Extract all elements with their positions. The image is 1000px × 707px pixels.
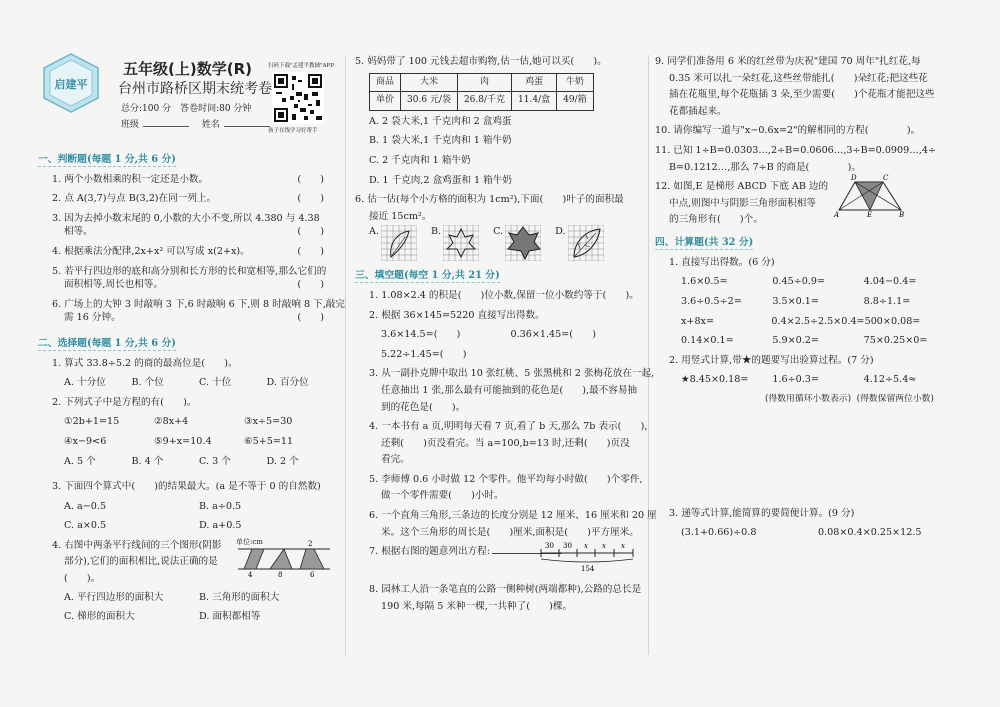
fill-question-cont: 插在花瓶里,每个花瓶插 3 朵,至少需要( )个花瓶才能把这些 [669, 89, 935, 101]
fill-question: 7. 根据右图的题意列出方程: [355, 545, 640, 559]
choice-question-figure-block [38, 539, 334, 585]
judge-item: 2. 点 A(3,7)与点 B(3,2)在同一列上。 ( ) [52, 193, 324, 205]
exam-subtitle: 台州市路桥区期末统考卷 [118, 81, 272, 97]
name-blank[interactable] [224, 126, 270, 127]
fill-question-cont: 的三角形有( )个。 [669, 214, 763, 226]
option-c[interactable]: C. 2 千克肉和 1 箱牛奶 [369, 154, 471, 166]
answer-paren[interactable]: ( ) [297, 312, 324, 324]
fill-question-cont: 还剩( )页没看完。当 a=100,b=13 时,还剩( )页没 [381, 437, 630, 449]
calc-item[interactable]: 1.6÷0.3= [772, 374, 819, 386]
choice-options [38, 519, 334, 533]
leaf-option-c[interactable]: C. [493, 225, 541, 261]
option-d[interactable]: D. a+0.5 [199, 520, 242, 532]
choice-options [38, 500, 334, 514]
calc-row [655, 315, 955, 329]
calc-item[interactable]: (3.1+0.66)÷0.8 [681, 527, 757, 539]
svg-text:30: 30 [545, 542, 554, 551]
svg-text:6: 6 [310, 570, 315, 579]
qr-caption-top: 扫码下载"孟建平教辅"APP [268, 63, 334, 69]
fill-question-cont: 到的花色是( )。 [381, 401, 466, 413]
leaf-option-a[interactable]: A. [369, 225, 417, 261]
judge-item-cont: 相等。 ( ) [64, 226, 324, 238]
leaf-option-b[interactable]: B. [431, 225, 479, 261]
fill-question-cont: 任意抽出 1 张,那么最有可能抽到的花色是( ),最不容易抽 [381, 384, 638, 396]
name-label: 姓名 [201, 120, 220, 130]
fill-item[interactable]: 3.6×14.5=( ) [381, 329, 461, 341]
column-middle [355, 55, 657, 613]
option-a[interactable]: A. 平行四边形的面积大 [64, 591, 164, 603]
fill-question-cont: 做一个零件需要( )小时。 [381, 490, 504, 502]
fill-question: 4. 一本书有 a 页,明明每天看 7 页,看了 b 天,那么 7b 表示( ), [369, 421, 648, 433]
logo-text: 启建平 [54, 78, 88, 91]
fill-question: 5. 李师傅 0.6 小时做 12 个零件。他平均每小时做( )个零件, [369, 473, 643, 485]
column-divider [648, 55, 649, 655]
fill-question: 10. 请你编写一道与"x−0.6x=2"的解相同的方程( )。 [655, 125, 921, 137]
calc-item[interactable]: 3.5×0.1= [772, 295, 819, 307]
fill-question-figure-block [355, 542, 640, 577]
calc-item[interactable]: 75×0.25×0= [863, 335, 928, 347]
svg-text:154: 154 [581, 565, 595, 574]
fill-question-cont: 米。这个三角形的周长是( )厘米,面积是( )平方厘米。 [381, 526, 639, 538]
svg-text:B: B [899, 211, 905, 219]
price-table [369, 73, 594, 111]
judge-item: 1. 两个小数相乘的积一定还是小数。 ( ) [52, 173, 324, 185]
calc-item[interactable]: 0.08×0.4×0.25×12.5 [818, 527, 922, 539]
column-divider [345, 55, 346, 655]
svg-text:30: 30 [563, 542, 572, 551]
segment-diagram [537, 539, 637, 573]
choice-options [38, 610, 334, 624]
fill-question-cont: 中点,则图中与阴影三角形面积相等 [669, 197, 816, 209]
calc-item[interactable]: 500×0.08= [864, 315, 921, 327]
choice-question: 3. 下面四个算式中( )的结果最大。(a 是不等于 0 的自然数) [52, 481, 321, 493]
option-a[interactable]: A. a−0.5 [64, 500, 107, 512]
fill-question-figure-block [655, 174, 955, 230]
svg-text:2: 2 [308, 539, 313, 548]
fill-items [355, 328, 640, 342]
exam-title: 五年级(上)数学(R) [123, 60, 252, 78]
answer-paren[interactable]: ( ) [297, 245, 324, 257]
option-a[interactable]: A. 5 个 [64, 455, 96, 467]
qr-code-icon [272, 72, 324, 124]
class-blank[interactable] [143, 126, 189, 127]
calc-row [655, 373, 955, 387]
judge-item: 6. 广场上的大钟 3 时敲响 3 下,6 时敲响 6 下,则 8 时敲响 8 下,敲完 [52, 298, 345, 310]
svg-text:E: E [867, 211, 873, 219]
leaf-grid-a-icon [381, 225, 417, 261]
option-c[interactable]: C. 梯形的面积大 [64, 611, 135, 623]
section-title-fill: 三、填空题(每空 1 分,共 21 分) [355, 270, 500, 282]
fill-question-cont: 花都插起来。 [669, 105, 727, 117]
calc-row [655, 295, 955, 309]
calc-row [655, 526, 955, 540]
choice-question-cont: ( )。 [64, 573, 101, 585]
calc-row [655, 334, 955, 348]
calc-question: 2. 用竖式计算,带★的题要写出验算过程。(7 分) [669, 354, 874, 366]
equation-list: ①2b+1=15 ②8x+4 ③x÷5=30 [64, 416, 293, 428]
fill-question: 2. 根据 36×145=5220 直接写出得数。 [369, 309, 545, 321]
calc-item[interactable]: 4.04−0.4= [863, 276, 917, 288]
leaf-grid-d-icon [568, 225, 604, 261]
calc-row [655, 275, 955, 289]
option-a[interactable]: A. 十分位 [64, 377, 106, 389]
section-title-choice: 二、选择题(每题 1 分,共 6 分) [38, 337, 176, 349]
calc-item[interactable]: 1.6×0.5= [681, 276, 728, 288]
calc-question: 3. 递等式计算,能简算的要简便计算。(9 分) [669, 507, 855, 519]
option-a[interactable]: A. 2 袋大米,1 千克肉和 2 盒鸡蛋 [369, 115, 512, 127]
judge-item-cont: 面积相等,周长也相等。 ( ) [64, 279, 324, 291]
leaf-grid-c-icon [505, 225, 541, 261]
option-c[interactable]: C. a×0.5 [64, 520, 107, 532]
option-b[interactable]: B. 三角形的面积大 [199, 591, 280, 603]
section-title-calc: 四、计算题(共 32 分) [655, 237, 754, 249]
choice-options [38, 376, 334, 390]
svg-text:8: 8 [278, 570, 283, 579]
judge-item-cont: 需 16 分钟。 ( ) [64, 312, 324, 324]
calc-item[interactable]: x+8x= [681, 315, 715, 327]
fill-question: 11. 已知 1÷B=0.0303…,2÷B=0.0606…,3÷B=0.0909…,4÷ [655, 144, 937, 156]
fill-question: 8. 园林工人沿一条笔直的公路一侧种树(两端都种),公路的总长是 [369, 584, 642, 596]
leaf-option-d[interactable]: D. [555, 225, 603, 261]
fill-question-cont: 看完。 [381, 454, 410, 466]
publisher-logo [40, 52, 102, 114]
calc-item[interactable]: 4.12÷5.4≈ [863, 374, 917, 386]
choice-options [38, 455, 334, 469]
svg-text:C: C [883, 174, 889, 183]
calc-item[interactable]: 0.4×2.5÷2.5×0.4= [771, 315, 865, 327]
option-b[interactable]: B. a÷0.5 [199, 500, 242, 512]
judge-item: 3. 因为去掉小数末尾的 0,小数的大小不变,所以 4.380 与 4.38 [52, 212, 320, 224]
section-title-judge: 一、判断题(每题 1 分,共 6 分) [38, 154, 176, 165]
answer-paren[interactable]: ( ) [297, 226, 324, 238]
qr-caption-bottom: 孩子在线学习好帮手 [268, 128, 318, 134]
choice-question: 6. 估一估(每个小方格的面积为 1cm²),下面( )叶子的面积最 [355, 194, 624, 206]
option-b[interactable]: B. 1 袋大米,1 千克肉和 1 箱牛奶 [369, 135, 512, 147]
choice-question: 4. 右图中两条平行线间的三个图形(阴影 [52, 539, 222, 551]
student-fields [121, 117, 280, 130]
calc-item[interactable]: 0.14×0.1= [681, 335, 734, 347]
option-d[interactable]: D. 百分位 [266, 377, 309, 389]
calc-item[interactable]: 0.45÷0.9= [772, 276, 826, 288]
answer-paren[interactable]: ( ) [297, 193, 324, 205]
svg-text:D: D [851, 174, 857, 183]
choice-question-cont: 部分),它们的面积相比,说法正确的是 [64, 556, 218, 568]
leaf-grid-b-icon [443, 225, 479, 261]
fill-question-cont: 0.35 米可以扎一朵红花,这些丝带能扎( )朵红花;把这些花 [669, 72, 928, 84]
choice-question-cont: 接近 15cm²。 [369, 210, 432, 222]
choice-question: 5. 妈妈带了 100 元钱去超市购物,估一估,她可以买( )。 [355, 56, 607, 67]
option-b[interactable]: B. 4 个 [131, 455, 164, 467]
option-d[interactable]: D. 2 个 [266, 455, 299, 467]
fill-question-cont: 190 米,每隔 5 米种一棵,一共种了( )棵。 [381, 600, 573, 612]
column-right [655, 55, 955, 540]
choice-options [38, 591, 334, 605]
option-d[interactable]: D. 1 千克肉,2 盒鸡蛋和 1 箱牛奶 [369, 174, 512, 186]
svg-text:x: x [584, 542, 588, 551]
fill-question: 9. 同学们准备用 6 米的红丝带为庆祝"建国 70 周年"扎红花,每 [655, 56, 921, 67]
table-row: 单价 30.6 元/袋 26.8/千克 11.4/盒 49/箱 [370, 92, 594, 111]
fill-question-cont: B=0.1212…,那么 7÷B 的商是( )。 [669, 161, 862, 173]
fill-question: 6. 一个直角三角形,三条边的长度分别是 12 厘米、16 厘米和 20 厘 [369, 510, 657, 522]
work-space[interactable] [655, 407, 955, 507]
svg-text:单位:cm: 单位:cm [236, 537, 263, 546]
svg-text:A: A [834, 211, 840, 219]
equation-list: ④x−9<6 ⑤9+x=10.4 ⑥5+5=11 [64, 435, 294, 447]
option-d[interactable]: D. 面积都相等 [199, 611, 261, 623]
choice-question: 2. 下列式子中是方程的有( )。 [52, 396, 197, 408]
column-left [38, 153, 345, 624]
leaf-options [355, 225, 640, 261]
fill-question: 12. 如图,E 是梯形 ABCD 下底 AB 边的 [655, 181, 829, 193]
calc-question: 1. 直接写出得数。(6 分) [669, 256, 775, 268]
parallel-shapes-figure [234, 535, 332, 579]
table-header-row: 商品 大米 肉 鸡蛋 牛奶 [370, 73, 594, 92]
fill-question: 1. 1.08×2.4 的积是( )位小数,保留一位小数约等于( )。 [369, 289, 639, 301]
fill-item[interactable]: 5.22÷1.45=( ) [381, 348, 467, 360]
judge-item: 5. 若平行四边形的底和高分别和长方形的长和宽相等,那么它们的 [52, 265, 327, 277]
calc-item[interactable]: 8.8÷1.1= [863, 295, 911, 307]
trapezoid-figure [833, 174, 907, 218]
calc-item[interactable]: 5.9×0.2= [772, 335, 819, 347]
calc-item[interactable]: ★8.45×0.18= [681, 374, 749, 386]
svg-text:x: x [602, 542, 606, 551]
judge-item: 4. 根据乘法分配律,2x+x² 可以写成 x(2+x)。 ( ) [52, 245, 324, 257]
option-c[interactable]: C. 3 个 [199, 455, 231, 467]
answer-paren[interactable]: ( ) [297, 279, 324, 291]
option-b[interactable]: B. 个位 [131, 377, 164, 389]
fill-question: 3. 从一副扑克牌中取出 10 张红桃、5 张黑桃和 2 张梅花放在一起, [369, 368, 655, 380]
svg-text:x: x [621, 542, 625, 551]
answer-paren[interactable]: ( ) [297, 173, 324, 185]
svg-text:4: 4 [248, 570, 253, 579]
class-label: 班级 [121, 120, 140, 130]
calc-item[interactable]: 3.6÷0.5÷2= [681, 295, 742, 307]
exam-meta: 总分:100 分 答卷时间:80 分钟 [121, 104, 252, 114]
calc-notes: (得数用循环小数表示) (得数保留两位小数) [765, 393, 934, 404]
choice-question: 1. 算式 33.8÷5.2 的商的最高位是( )。 [52, 357, 238, 369]
option-c[interactable]: C. 十位 [199, 377, 232, 389]
fill-item[interactable]: 0.36×1.45=( ) [510, 329, 596, 341]
